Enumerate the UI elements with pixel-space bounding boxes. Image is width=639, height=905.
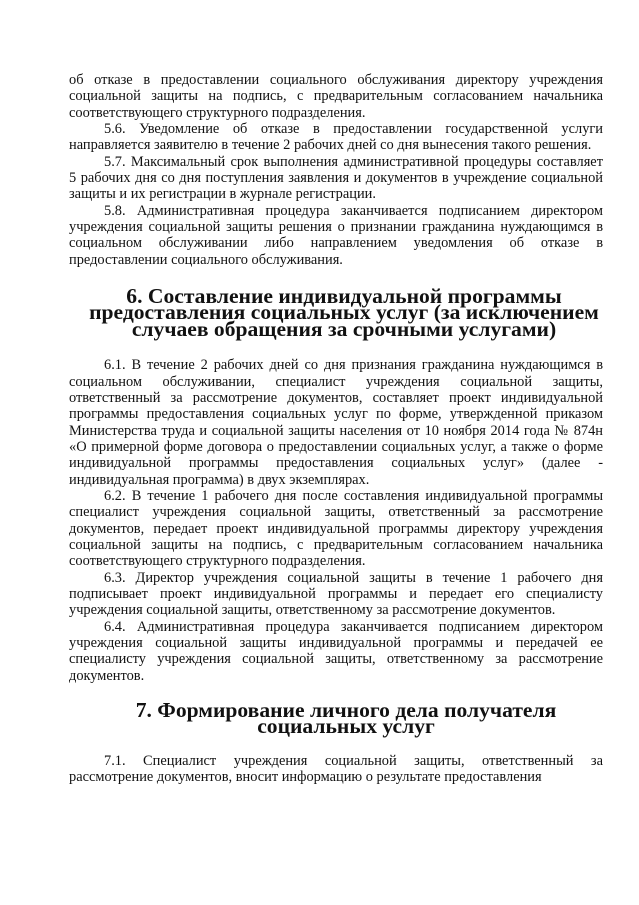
paragraph-6-3: 6.3. Директор учреждения социальной защиты в течение 1 рабочего дня подписывает проект индивидуальной программы и передает его специалисту учреждения социальной защиты, ответственному за рассмотрение документов. (69, 569, 603, 619)
paragraph-intro-continuation: об отказе в предоставлении социального обслуживания директору учреждения социальной защиты на подпись, с предварительным согласованием начальника соответствующего структурного подразделения. (69, 72, 603, 121)
paragraph-5-8: 5.8. Административная процедура заканчивается подписанием директором учреждения социальной защиты решения о признании гражданина нуждающимся в социальном обслуживании либо направлением уведомления об отказе в предоставлении социального обслуживания. (69, 202, 603, 268)
paragraph-5-7: 5.7. Максимальный срок выполнения административной процедуры составляет 5 рабочих дня со дня поступления заявления и документов в учреждение социальной защиты и их регистрации в журнале регистрации. (69, 153, 603, 203)
paragraph-6-2: 6.2. В течение 1 рабочего дня после составления индивидуальной программы специалист учреждения социальной защиты, ответственный за рассмотрение документов, передает проект индивидуальной программы директору учреждения социальной защиты на подпись, с предварительным согласованием начальника соответствующего структурного подразделения. (69, 487, 603, 570)
section-7-heading: 7. Формирование личного дела получателя социальных услуг (135, 698, 557, 739)
paragraph-5-6: 5.6. Уведомление об отказе в предоставлении государственной услуги направляется заявителю в течение 2 рабочих дней со дня вынесения такого решения. (69, 121, 603, 154)
paragraph-6-1: 6.1. В течение 2 рабочих дней со дня признания гражданина нуждающимся в социальном обслуживании, специалист учреждения социальной защиты, ответственный за рассмотрение документов, составляет проект индивидуальной программы предоставления социальных услуг по форме, утвержденной приказом Министерства труда и социальной защиты населения от 10 ноября 2014 года № 874н «О примерной форме договора о предоставлении социальных услуг, а также о форме индивидуальной программы предоставления социальных услуг» (далее - индивидуальная программа) в двух экземплярах. (69, 357, 603, 488)
section-6-heading: 6. Составление индивидуальной программы предоставления социальных услуг (за исключением случаев обращения за срочными услугами) (89, 284, 599, 341)
paragraph-6-4: 6.4. Административная процедура заканчивается подписанием директором учреждения социальной защиты индивидуальной программы и передачей ее специалисту учреждения социальной защиты, ответственному за рассмотрение документов. (69, 618, 603, 684)
paragraph-7-1: 7.1. Специалист учреждения социальной защиты, ответственный за рассмотрение документов, вносит информацию о результате предоставления (69, 752, 603, 786)
